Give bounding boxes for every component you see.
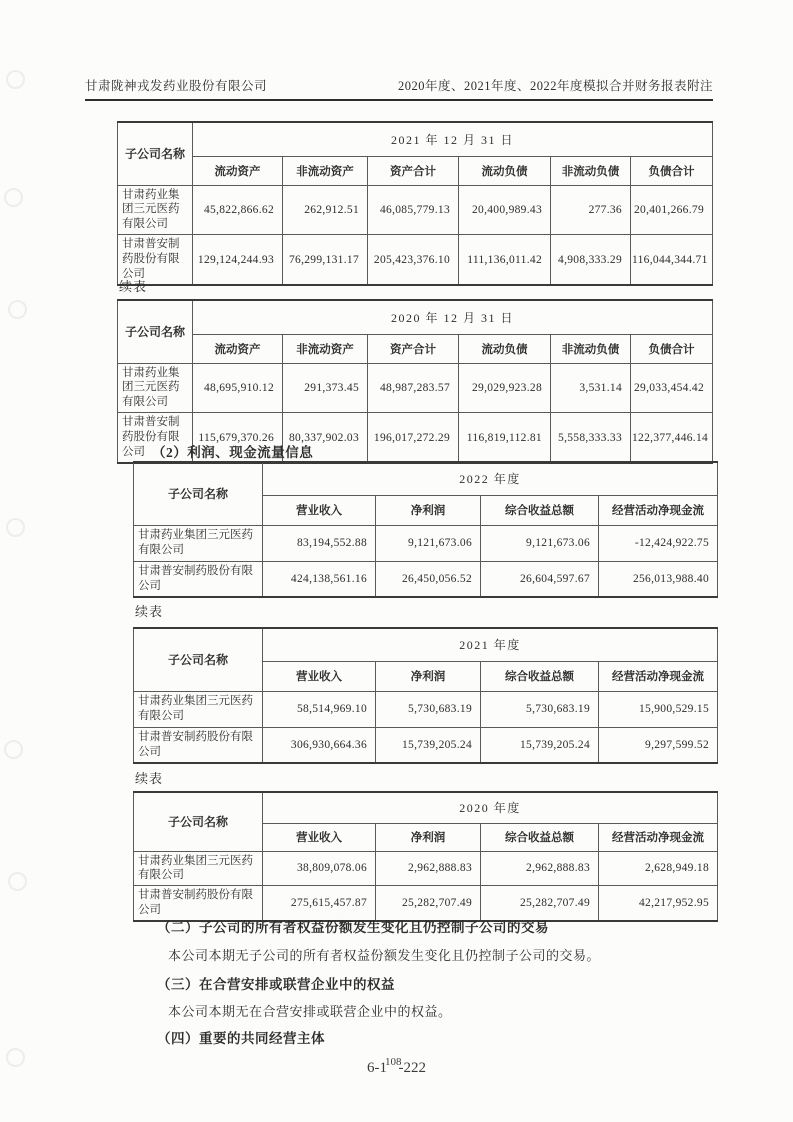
- continued-table-label: 续表: [119, 279, 148, 294]
- table-cell: 275,615,457.87: [263, 886, 376, 921]
- period-header-row: [118, 300, 713, 334]
- page-number-suffix: -222: [398, 1060, 426, 1076]
- subsidiary-name: 甘肃药业集团三元医药有限公司: [134, 691, 263, 727]
- column-header-subsidiary: 子公司名称: [118, 122, 193, 185]
- column-header: 营业收入: [263, 661, 376, 691]
- table-cell: 3,531.14: [551, 363, 631, 413]
- table-row: [134, 851, 718, 886]
- section-paragraph-equity-change: 本公司本期无子公司的所有者权益份额发生变化且仍控制子公司的交易。: [168, 948, 601, 963]
- table-cell: 9,121,673.06: [481, 525, 599, 561]
- scan-artifact: [8, 300, 27, 319]
- table-cell: 9,297,599.52: [599, 727, 718, 763]
- column-header: 营业收入: [263, 495, 376, 525]
- profit-section-heading: （2）利润、现金流量信息: [152, 445, 314, 460]
- table-cell: 196,017,272.29: [368, 413, 459, 463]
- column-header: 净利润: [376, 823, 481, 851]
- column-header-subsidiary: 子公司名称: [118, 300, 193, 363]
- column-header: 流动负债: [459, 334, 551, 363]
- table-cell: 20,400,989.43: [459, 185, 551, 235]
- column-header: 非流动负债: [551, 334, 631, 363]
- document-title: 2020年度、2021年度、2022年度模拟合并财务报表附注: [397, 79, 713, 93]
- table-cell: 277.36: [551, 185, 631, 235]
- section-heading-joint-venture: （三）在合营安排或联营企业中的权益: [157, 977, 395, 992]
- balance-table-2021: [117, 121, 713, 286]
- table-cell: 262,912.51: [283, 185, 368, 235]
- table-cell: -12,424,922.75: [599, 525, 718, 561]
- scan-artifact: [6, 70, 25, 89]
- table-cell: 20,401,266.79: [631, 185, 713, 235]
- page-number-prefix: 6-1: [367, 1060, 387, 1076]
- table-cell: 2,962,888.83: [481, 851, 599, 886]
- table-cell: 29,029,923.28: [459, 363, 551, 413]
- column-header: 综合收益总额: [481, 661, 599, 691]
- subsidiary-name: 甘肃普安制药股份有限公司: [134, 561, 263, 597]
- column-header: 流动资产: [193, 334, 283, 363]
- table-cell: 26,450,056.52: [376, 561, 481, 597]
- period-header: 2022 年度: [263, 462, 718, 495]
- period-header: 2020 年 12 月 31 日: [193, 300, 713, 334]
- continued-table-label: 续表: [135, 771, 164, 786]
- table-cell: 115,679,370.26: [193, 413, 283, 463]
- column-header: 流动负债: [459, 156, 551, 185]
- table-cell: 42,217,952.95: [599, 886, 718, 921]
- table-cell: 15,739,205.24: [376, 727, 481, 763]
- subsidiary-name: 甘肃普安制药股份有限公司: [134, 727, 263, 763]
- table-row: [118, 235, 713, 285]
- table-cell: 46,085,779.13: [368, 185, 459, 235]
- column-header: 净利润: [376, 495, 481, 525]
- table-cell: 2,628,949.18: [599, 851, 718, 886]
- table-cell: 25,282,707.49: [376, 886, 481, 921]
- column-header: 资产合计: [368, 334, 459, 363]
- table-cell: 2,962,888.83: [376, 851, 481, 886]
- scan-artifact: [8, 872, 27, 891]
- column-header-subsidiary: 子公司名称: [134, 792, 263, 851]
- period-header: 2021 年 12 月 31 日: [193, 122, 713, 156]
- table-cell: 48,695,910.12: [193, 363, 283, 413]
- table-row: [118, 363, 713, 413]
- profit-table-2022: [133, 461, 718, 598]
- table-cell: 116,819,112.81: [459, 413, 551, 463]
- table-cell: 5,558,333.33: [551, 413, 631, 463]
- table-cell: 15,739,205.24: [481, 727, 599, 763]
- subsidiary-name: 甘肃药业集团三元医药有限公司: [134, 525, 263, 561]
- page-number: [0, 1056, 793, 1077]
- table-cell: 5,730,683.19: [376, 691, 481, 727]
- column-header: 非流动负债: [551, 156, 631, 185]
- profit-table-2020: [133, 791, 718, 922]
- table-cell: 45,822,866.62: [193, 185, 283, 235]
- section-paragraph-joint-venture: 本公司本期无在合营安排或联营企业中的权益。: [168, 1004, 452, 1019]
- period-header-row: [118, 122, 713, 156]
- period-header-row: [134, 792, 718, 823]
- subsidiary-name: 甘肃药业集团三元医药有限公司: [118, 363, 193, 413]
- table-cell: 205,423,376.10: [368, 235, 459, 285]
- column-header: 综合收益总额: [481, 823, 599, 851]
- table-row: [134, 691, 718, 727]
- table-cell: 76,299,131.17: [283, 235, 368, 285]
- table-cell: 291,373.45: [283, 363, 368, 413]
- table-cell: 306,930,664.36: [263, 727, 376, 763]
- table-cell: 4,908,333.29: [551, 235, 631, 285]
- column-header: 负债合计: [631, 156, 713, 185]
- table-cell: 15,900,529.15: [599, 691, 718, 727]
- table-cell: 25,282,707.49: [481, 886, 599, 921]
- table-cell: 116,044,344.71: [631, 235, 713, 285]
- table-cell: 5,730,683.19: [481, 691, 599, 727]
- table-row: [134, 525, 718, 561]
- column-header: 非流动资产: [283, 156, 368, 185]
- table-row: [118, 185, 713, 235]
- balance-table-2020: [117, 299, 713, 464]
- table-cell: 129,124,244.93: [193, 235, 283, 285]
- scan-artifact: [4, 188, 23, 207]
- section-heading-equity-change: （二）子公司的所有者权益份额发生变化且仍控制子公司的交易: [157, 920, 549, 935]
- column-header: 经营活动净现金流: [599, 823, 718, 851]
- table-cell: 122,377,446.14: [631, 413, 713, 463]
- period-header-row: [134, 628, 718, 661]
- period-header: 2021 年度: [263, 628, 718, 661]
- table-cell: 111,136,011.42: [459, 235, 551, 285]
- column-header-subsidiary: 子公司名称: [134, 462, 263, 525]
- table-cell: 83,194,552.88: [263, 525, 376, 561]
- scan-artifact: [4, 740, 23, 759]
- column-header: 净利润: [376, 661, 481, 691]
- table-cell: 424,138,561.16: [263, 561, 376, 597]
- subsidiary-name: 甘肃药业集团三元医药有限公司: [118, 185, 193, 235]
- column-header: 经营活动净现金流: [599, 495, 718, 525]
- subsidiary-name: 甘肃药业集团三元医药有限公司: [134, 851, 263, 886]
- column-header: 流动资产: [193, 156, 283, 185]
- column-header: 资产合计: [368, 156, 459, 185]
- column-header-subsidiary: 子公司名称: [134, 628, 263, 691]
- period-header: 2020 年度: [263, 792, 718, 823]
- table-cell: 80,337,902.03: [283, 413, 368, 463]
- subsidiary-name: 甘肃普安制药股份有限公司: [118, 235, 193, 285]
- column-header-row: [118, 334, 713, 363]
- period-header-row: [134, 462, 718, 495]
- table-cell: 48,987,283.57: [368, 363, 459, 413]
- table-cell: 256,013,988.40: [599, 561, 718, 597]
- subsidiary-name: 甘肃普安制药股份有限公司: [118, 413, 193, 463]
- table-row: [134, 561, 718, 597]
- table-cell: 9,121,673.06: [376, 525, 481, 561]
- company-name: 甘肃陇神戎发药业股份有限公司: [85, 79, 268, 93]
- column-header: 经营活动净现金流: [599, 661, 718, 691]
- table-row: [134, 727, 718, 763]
- table-cell: 26,604,597.67: [481, 561, 599, 597]
- page-number-superscript: 108: [385, 1056, 402, 1068]
- column-header: 非流动资产: [283, 334, 368, 363]
- column-header: 负债合计: [631, 334, 713, 363]
- document-header: [85, 76, 713, 101]
- column-header-row: [118, 156, 713, 185]
- column-header: 综合收益总额: [481, 495, 599, 525]
- table-cell: 58,514,969.10: [263, 691, 376, 727]
- section-heading-joint-operation: （四）重要的共同经营主体: [157, 1031, 325, 1046]
- profit-table-2021: [133, 627, 718, 764]
- subsidiary-name: 甘肃普安制药股份有限公司: [134, 886, 263, 921]
- table-cell: 29,033,454.42: [631, 363, 713, 413]
- table-cell: 38,809,078.06: [263, 851, 376, 886]
- scan-artifact: [6, 518, 25, 537]
- column-header: 营业收入: [263, 823, 376, 851]
- continued-table-label: 续表: [135, 604, 164, 619]
